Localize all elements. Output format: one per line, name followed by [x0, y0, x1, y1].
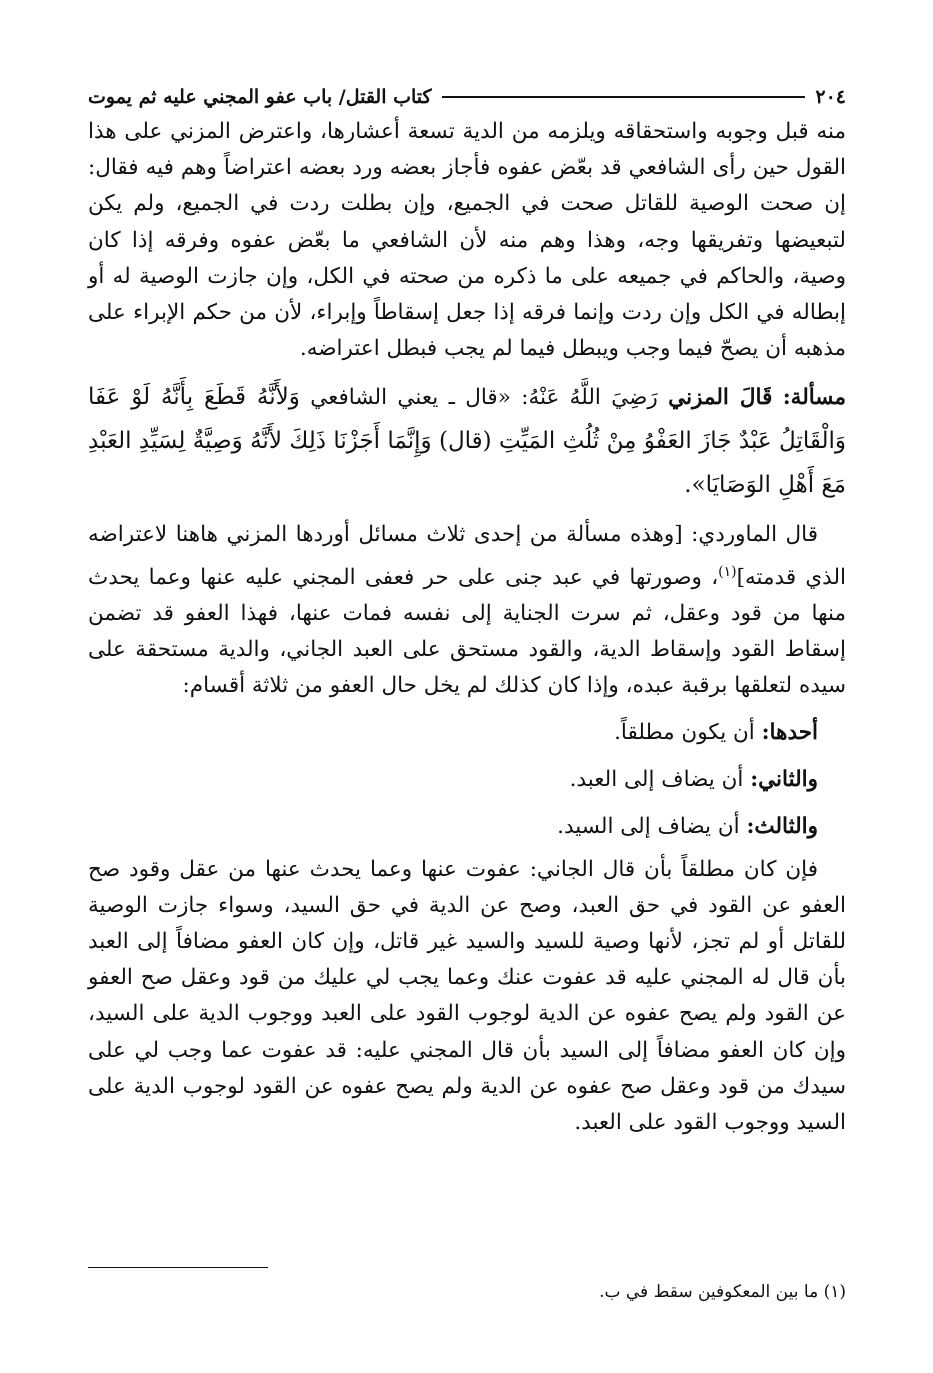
list-item: [88, 803, 846, 850]
list-item-text: أن يضاف إلى العبد.: [569, 766, 744, 792]
header-rule: [442, 96, 806, 98]
masala-quote: وَلأَنَّهُ قَطَعَ بِأَنَّهُ لَوْ عَفَا وَالْقَاتِلُ عَبْدٌ جَازَ العَفْوُ مِنْ ثُلُثِ المَيِّتِ (قال) وَإِنَّمَا أَجَزْنَا ذَلِكَ لأَنَّهُ وَصِيَّةٌ لِسَيِّدِ العَبْدِ مَعَ أَهْلِ الوَصَايَا».: [88, 384, 846, 499]
list-item-text: أن يضاف إلى السيد.: [557, 813, 740, 839]
footnote: [88, 1278, 846, 1306]
masala-intro: رَضِيَ اللَّهُ عَنْهُ: «قال ـ يعني الشافعي: [310, 385, 658, 411]
footnote-separator: [88, 1267, 268, 1268]
list-item-label: والثالث:: [746, 813, 818, 839]
masala-label: مسألة:: [782, 385, 846, 411]
list-item-label: أحدها:: [761, 719, 818, 745]
mawardi-paragraph: [88, 517, 846, 704]
page-header: [88, 80, 846, 114]
footnote-text: ما بين المعكوفين سقط في ب.: [599, 1282, 819, 1302]
footnote-reference: (١): [718, 563, 737, 580]
running-title: كتاب القتل/ باب عفو المجني عليه ثم يموت: [88, 86, 432, 108]
list-item-text: أن يكون مطلقاً.: [614, 719, 755, 745]
list-item-label: والثاني:: [750, 766, 818, 792]
list-item: [88, 756, 846, 803]
masala-paragraph: [88, 375, 846, 507]
divisions-list: [88, 709, 846, 850]
footnote-number: (١): [823, 1282, 846, 1302]
page-number: ٢٠٤: [815, 86, 846, 108]
list-item: [88, 709, 846, 756]
mawardi-text-rest: ، وصورتها في عبد جنى على حر فعفى المجني عليه عنها وعما يحدث منها من قود وعقل، ثم سرت الجناية إلى نفسه فمات عنها، فهذا العفو قد تضمن إسقاط القود وإسقاط الدية، والقود مستحق على العبد الجاني، والدية مستحقة على سيده لتعلقها برقبة عبده، وإذا كان كذلك لم يخل حال العفو من ثلاثة أقسام:: [88, 564, 846, 699]
paragraph-continuation: منه قبل وجوبه واستحقاقه ويلزمه من الدية تسعة أعشارها، واعترض المزني على هذا القول حين رأى الشافعي قد بعّض عفوه فأجاز بعضه ورد بعضه اعتراضاً وهم فيه فقال: إن صحت الوصية للقاتل صحت في الجميع، وإن بطلت ردت في الجميع، ولم يكن لتبعيضها وتفريقها وجه، وهذا وهم منه لأن الشافعي ما بعّض عفوه وفرقه إذا كان وصية، والحاكم في جميعه على ما ذكره من صحته في الكل، وإن جازت الوصية له أو إبطاله في الكل وإن ردت وإنما فرقه إذا جعل إسقاطاً وإبراء، لأن من حكم الإبراء على مذهبه أن يصحّ فيما وجب ويبطل فيما لم يجب فبطل اعتراضه.: [88, 119, 846, 362]
mawardi-text: قال الماوردي: [وهذه مسألة من إحدى ثلاث مسائل أوردها المزني هاهنا لاعتراضه الذي قدمته]: [88, 522, 846, 590]
masala-author: قَالَ المزني: [668, 385, 773, 411]
ruling-paragraph: فإن كان مطلقاً بأن قال الجاني: عفوت عنها وعما يحدث عنها من عقل وقود صح العفو عن القود في حق العبد، وصح عن الدية في حق السيد، وسواء جازت الوصية للقاتل أو لم تجز، لأنها وصية للسيد والسيد غير قاتل، وإن كان العفو مضافاً إلى العبد بأن قال له المجني عليه قد عفوت عنك وعما يجب لي عليك من قود وعقل صح العفو عن القود ولم يصح عفوه عن الدية لوجوب القود على العبد ووجوب الدية على السيد، وإن كان العفو مضافاً إلى السيد بأن قال المجني عليه: قد عفوت عما وجب لي على سيدك من قود وعقل صح عفوه عن الدية ولم يصح عفوه عن القود لوجوب الدية على السيد ووجوب القود على العبد.: [88, 856, 846, 1136]
book-page: [88, 80, 846, 1320]
